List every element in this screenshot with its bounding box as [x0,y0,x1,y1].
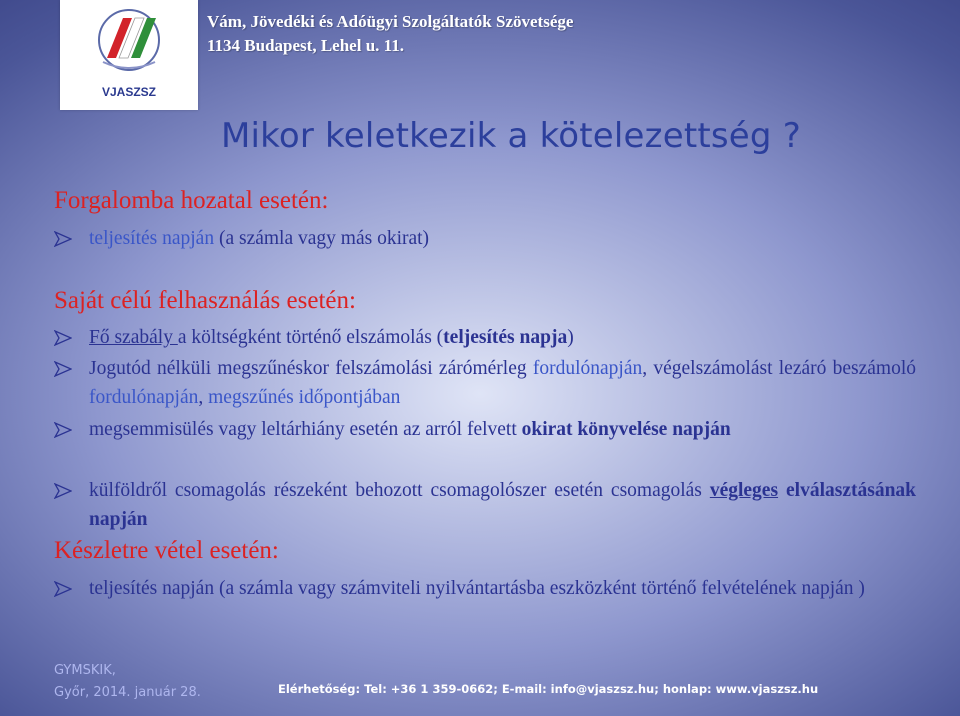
bullet-text: Fő szabály [89,327,178,348]
bullet-text: Jogutód nélküli megszűnéskor felszámolási zárómérleg [89,358,533,379]
arrow-bullet-icon [54,330,72,346]
bullet-emphasis: elválasztásának napján [89,480,917,530]
logo-graphic [60,0,198,110]
bullet-text: , végelszámolást lezáró beszámoló [642,358,917,379]
bullet-emphasis: teljesítés napja [443,327,568,348]
bullet-sajat-celu-1 [54,323,916,352]
bullet-forgalomba-1 [54,224,916,253]
bullet-emphasis: okirat könyvelése napján [521,419,731,440]
bullet-sajat-celu-2 [54,354,916,412]
bullet-keszletre-1 [54,574,916,603]
bullet-highlight: fordulónapján [89,387,199,408]
vjaszsz-logo [60,0,198,110]
bullet-sajat-celu-3 [54,415,916,444]
section-heading-forgalomba: Forgalomba hozatal esetén: [54,187,329,214]
logo-text: VJASZSZ [101,85,157,99]
bullet-text [778,480,786,501]
organization-name: Vám, Jövedéki és Adóügyi Szolgáltatók Szövetsége [207,12,574,31]
bullet-text: (a számla vagy más okirat) [214,228,430,249]
bullet-highlight: megszűnés időpontjában [208,387,401,408]
bullet-emphasis: végleges [709,480,779,501]
bullet-highlight: fordulónapján [532,358,643,379]
bullet-text: teljesítés napján [89,228,215,249]
bullet-text: a költségként történő elszámolás ( [177,327,444,348]
section-heading-sajat-celu: Saját célú felhasználás esetén: [54,287,356,314]
bullet-text: teljesítés napján (a számla vagy számviteli nyilvántartásba eszközként történő felvételének napján ) [89,578,865,599]
slide-title: Mikor keletkezik a kötelezettség ? [221,116,801,156]
footer-event-info [54,660,201,704]
organization-header [207,10,573,58]
arrow-bullet-icon [54,581,72,597]
footer-contact: Elérhetőség: Tel: +36 1 359-0662; E-mail: info@vjaszsz.hu; honlap: www.vjaszsz.hu [278,682,819,696]
arrow-bullet-icon [54,361,72,377]
bullet-text: , [198,387,209,408]
bullet-sajat-celu-4 [54,476,916,534]
section-heading-keszletre: Készletre vétel esetén: [54,537,279,564]
footer-date: Győr, 2014. január 28. [54,685,201,700]
arrow-bullet-icon [54,422,72,438]
bullet-text: ) [567,327,574,348]
organization-address: 1134 Budapest, Lehel u. 11. [207,36,404,55]
arrow-bullet-icon [54,231,72,247]
bullet-text: megsemmisülés vagy leltárhiány esetén az arról felvett [89,419,522,440]
arrow-bullet-icon [54,483,72,499]
bullet-text: külföldről csomagolás részeként behozott csomagolószer esetén csomagolás [89,480,710,501]
footer-event: GYMSKIK, [54,663,116,678]
